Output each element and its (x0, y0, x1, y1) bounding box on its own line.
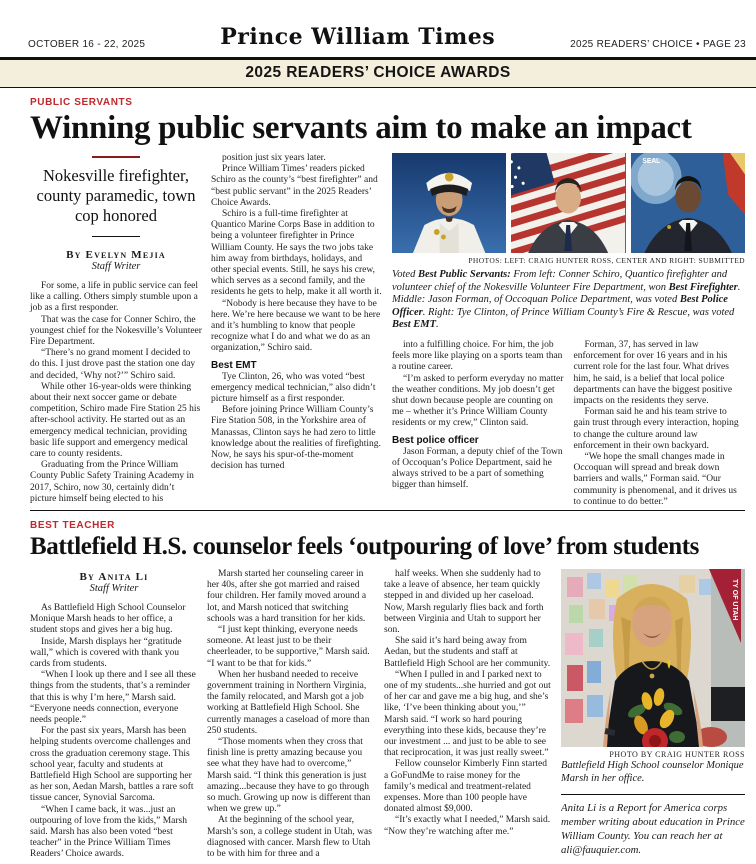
body-paragraph: “When I came back, it was...just an outpouring of love from the kids,” Marsh said. Marsh has also been voted “best teacher” in the Prince William Times Readers’ Choice awards. (30, 804, 187, 860)
article1-col1 (30, 153, 202, 505)
public-servants-photos (392, 153, 745, 253)
body-paragraph: “It’s exactly what I needed,” Marsh said. “Now they’re watching after me.” (384, 815, 551, 837)
body-paragraph: Jason Forman, a deputy chief of the Town of Occoquan’s Police Department, said he always strived to be a part of something bigger than himself. (392, 446, 563, 491)
body-paragraph: That was the case for Conner Schiro, the youngest chief for the Nokesville’s Volunteer Fire Department. (30, 314, 202, 348)
photo-monique-marsh (561, 569, 745, 747)
body-paragraph: Graduating from the Prince William County Public Safety Training Academy in 2017, Schiro, now 30, certainly didn’t picture himself being elected to his (30, 460, 194, 504)
photo-conner-schiro-art (392, 153, 506, 253)
article1-right-columns (392, 340, 745, 505)
body-paragraph: Before joining Prince William County’s Fire Station 508, in the Yorkshire area of Manassas, Clinton says he had zero to little knowledge about the realities of firefighting. Now, he says his spur-of-the-moment decision has turned (211, 405, 381, 472)
caption-bold-run: Best EMT (392, 319, 437, 331)
article1-headline: Winning public servants aim to make an impact (30, 110, 692, 146)
article1-byline-role: Staff Writer (91, 261, 141, 272)
article2-photo-caption: Battlefield High School counselor Monique Marsh in her office. (561, 760, 744, 784)
article2-photo-column (561, 569, 745, 864)
body-paragraph: half weeks. When she suddenly had to take a leave of absence, her team quickly stepped in and divided up her caseload. Now, Marsh regularly flies back and forth between Virginia and Utah to support her son. (384, 569, 544, 636)
body-paragraph: Tye Clinton, 26, who was voted “best emergency medical technician,” also didn’t picture himself as a first responder. (211, 371, 376, 405)
body-paragraph: “I just kept thinking, everyone needs someone. At least just to be their cheerleader, to be supportive,” Marsh said. “I want to be that for kids.” (207, 625, 370, 669)
body-paragraph: Inside, Marsh displays her “gratitude wall,” which is covered with thank you cards from students. (30, 636, 182, 670)
body-paragraph: Forman said he and his team strive to gain trust through every interaction, hoping to change the culture around law enforcement in their own backyard. (573, 407, 739, 451)
paper-title: Prince William Times (220, 24, 496, 50)
svg-text:TY OF UTAH: TY OF UTAH (731, 579, 738, 621)
caption-bold-run: Best Firefighter (668, 281, 738, 293)
body-paragraph: “There’s no grand moment I decided to do this. I just drove past the station one day and decided, ‘Why not?’” Schiro said. (30, 348, 196, 381)
article1-byline: By Evelyn Mejia (66, 249, 166, 261)
article1-col2-text (211, 153, 383, 505)
caption-run: . Middle: Jason Forman, of Occoquan Police Department, was voted (392, 281, 741, 306)
caption-bold-run: Best Public Servants: (417, 269, 511, 280)
masthead (0, 0, 756, 57)
body-paragraph: position just six years later. (222, 153, 326, 163)
body-paragraph: Forman, 37, has served in law enforcement for over 16 years and in his current role for the last four. What drives him, he said, is a belief that local police departments can have the biggest positive impacts on the residents they serve. (573, 339, 733, 406)
bio-divider (561, 794, 745, 795)
deck-rule-top (92, 156, 140, 158)
body-paragraph: “I’m asked to perform everyday no matter the weather conditions. My job doesn’t get shut down because people are counting on me – whether it’s Prince William County residents or my crew,” Clinton said. (392, 373, 564, 429)
article1-right-region (392, 153, 745, 505)
photo-jason-forman-art (511, 153, 625, 253)
caption-bold-run: Best Police Officer (392, 294, 728, 318)
article1-col4-text (574, 340, 746, 505)
body-paragraph: For some, a life in public service can feel like a calling. Others simply stumble upon a job as a first responder. (30, 281, 198, 314)
article1-kicker: PUBLIC SERVANTS (30, 97, 133, 108)
article1-photo-credit: PHOTOS: LEFT: CRAIG HUNTER ROSS, CENTER AND RIGHT: SUBMITTED (468, 256, 745, 265)
article2-photo-credit: PHOTO BY CRAIG HUNTER ROSS (609, 750, 745, 759)
issue-date: OCTOBER 16 - 22, 2025 (28, 39, 146, 50)
caption-run: . Right: Tye Clinton, of Prince William County’s Fire & Rescue, was voted (422, 306, 735, 318)
deck-rule-bottom (92, 236, 140, 237)
body-paragraph: Marsh started her counseling career in her 40s, after she got married and raised four children. Her family moved around a lot, and Marsh noticed that switching schools was a hard transition for her kids. (207, 569, 367, 624)
body-paragraph: Schiro is a full-time firefighter at Quantico Marine Corps Base in addition to being a volunteer firefighter in Prince William County. He says the two jobs take him away from birthdays, holidays, and other special events. Still, he says his crew, which serves as a second family, and the residents he gets to help, make it all worth it. (211, 209, 382, 298)
body-paragraph: At the beginning of the school year, Marsh’s son, a college student in Utah, was diagnosed with cancer. Marsh flew to Utah to be with him for three and a (207, 815, 372, 860)
photo-tye-clinton-art (631, 153, 745, 253)
svg-text:SEAL: SEAL (642, 157, 660, 166)
body-paragraph: “When I look up there and I see all these things from the students, that’s a reminder that this is why I’m here,” Marsh said. “Everyone needs connection, everyone needs people.” (30, 670, 196, 726)
article1-body (0, 147, 756, 505)
article2-col1 (30, 569, 198, 864)
body-paragraph: As Battlefield High School Counselor Monique Marsh heads to her office, a student stops and gives her a big hug. (30, 603, 186, 636)
column-subhead: Best EMT (211, 359, 257, 371)
body-paragraph: “Nobody is here because they have to be here. We’re here because we want to be here and it’s humbling to know that people recognize what I do and what we do as an organization,” Schiro said. (211, 298, 381, 354)
article2-col2-text (207, 569, 375, 864)
photo-jason-forman (511, 153, 625, 253)
body-paragraph: Fellow counselor Kimberly Finn started a GoFundMe to raise money for the family’s medical and treatment-related expenses. More than 100 people have donated almost $9,000. (384, 759, 547, 815)
article1-caption (392, 269, 745, 332)
body-paragraph: When her husband needed to receive government training in Northern Virginia, the family relocated, and Marsh got a job working at Battlefield High School. She currently manages a caseload of more than 250 students. (207, 669, 370, 736)
article1-col1-text (30, 281, 202, 505)
article1-deck: Nokesville firefighter, county paramedic, town cop honored (36, 166, 196, 225)
article2-col3-text (384, 569, 552, 864)
photo-monique-marsh-art (561, 569, 745, 747)
caption-run: From left: Conner Schiro, Quantico firefighter and volunteer chief of the Nokesville Volunteer Fire Department, won (392, 269, 728, 293)
article2-byline-role: Staff Writer (89, 583, 139, 594)
body-paragraph: Prince William Times’ readers picked Schiro as the county’s “best firefighter” and “best public servant” in the 2025 Readers’ Choice Awards. (211, 164, 378, 208)
article2-headline: Battlefield H.S. counselor feels ‘outpouring of love’ from students (30, 533, 700, 560)
photo-conner-schiro (392, 153, 506, 253)
caption-run: . (436, 319, 439, 331)
body-paragraph: “We hope the small changes made in Occoquan will spread and break down barriers and walls,” Forman said. “Our community is phenomenal, and it drives us to continue to do better.” (573, 452, 737, 505)
awards-banner: 2025 READERS’ CHOICE AWARDS (0, 57, 756, 88)
article2-body (0, 562, 756, 864)
body-paragraph: into a fulfilling choice. For him, the job feels more like playing on a sports team than a routine career. (392, 339, 563, 373)
body-paragraph: While other 16-year-olds were thinking about their next soccer game or debate competition, Schiro made Fire Station 25 his after-school activity. He started out as an emergency medical technician, providing basic life support and emergency medical care to county residents. (30, 381, 201, 460)
photo-tye-clinton (631, 153, 745, 253)
article2-col1-text (30, 603, 198, 861)
body-paragraph: For the past six years, Marsh has been helping students overcome challenges and cross the graduation ceremony stage. This school year, faculty and students at Battlefield High School are supporting her as her son, Aedan Marsh, battles a rare soft tissue cancer, Synovial Sarcoma. (30, 726, 194, 804)
article2-byline: By Anita Li (79, 571, 149, 583)
edition-page-label: 2025 READERS’ CHOICE • PAGE 23 (570, 39, 746, 50)
article2-kicker: BEST TEACHER (30, 520, 115, 531)
body-paragraph: She said it’s hard being away from Aedan, but the students and staff at Battlefield High School are her community. (384, 636, 551, 669)
section-divider (30, 510, 745, 511)
body-paragraph: “Those moments when they cross that finish line is pretty amazing because you see what they have had to overcome,” Marsh said. “I think this generation is just amazing...because they have to go through so much. Growing up now is different than when we grew up.” (207, 737, 371, 815)
reporter-bio: Anita Li is a Report for America corps member writing about education in Prince William County. You can reach her at ali@fauquier.com. (561, 802, 745, 857)
column-subhead: Best police officer (392, 434, 479, 446)
article1-col3-text (392, 340, 564, 505)
body-paragraph: “When I pulled in and I parked next to one of my students...she hurried and got out of her car and gave me a big hug, and she’s like, ‘I’ve been thinking about you,’” Marsh said. “I work so hard pouring everything into these kids, because they’re our investment ... and just to be able to see that reciprocation, it was just really sweet.” (384, 669, 551, 759)
caption-run: Voted (392, 269, 418, 280)
